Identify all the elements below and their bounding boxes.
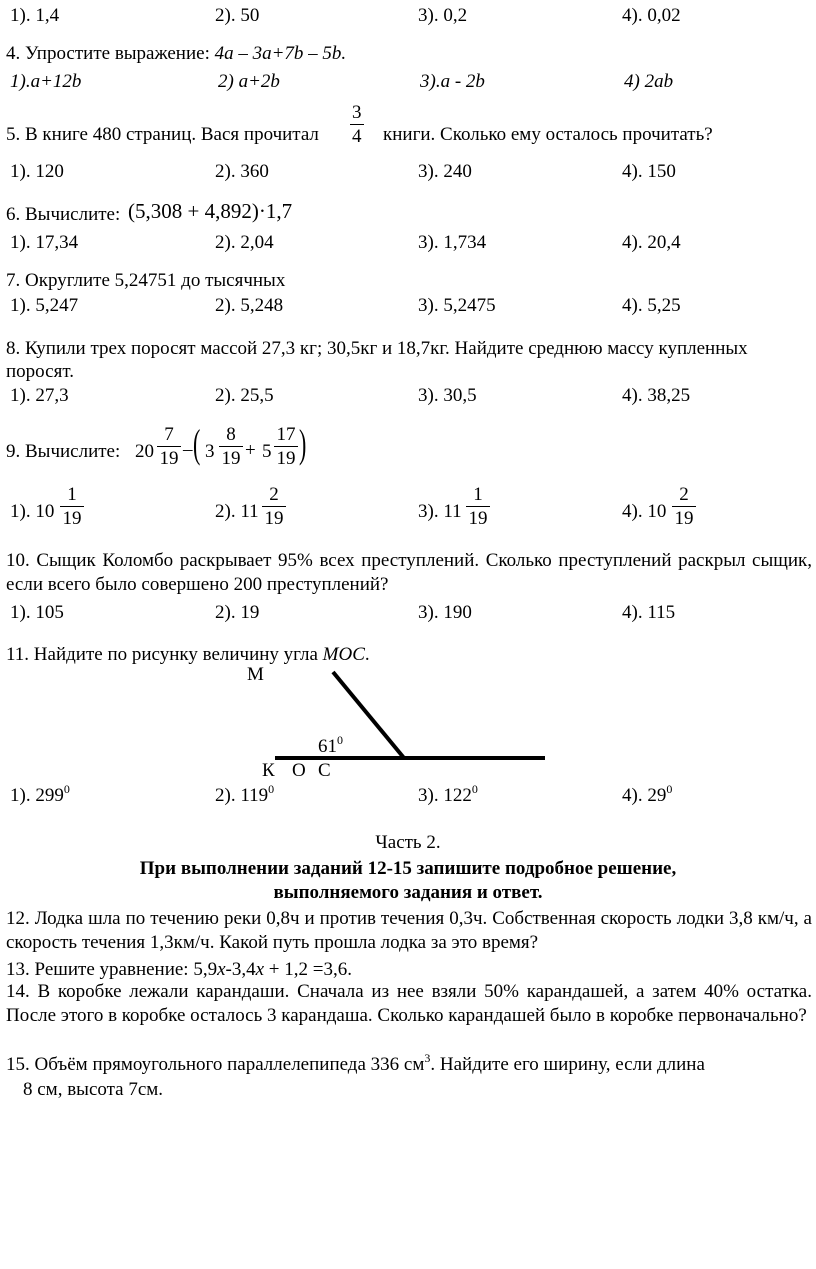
q5-option-3: 3). 240 [418, 161, 472, 182]
q9-minus: – [183, 439, 193, 460]
q11-option-4: 4). $29^0$ [622, 782, 673, 806]
angle-figure [0, 660, 816, 780]
q9-fraction-3: 17 19 [274, 425, 298, 468]
q9-left-paren: ( [192, 421, 201, 466]
q6-option-3: 3). 1,734 [418, 232, 487, 253]
q4-prompt: 4. Упростите выражение: 4a – 3a+7b – 5b. [6, 43, 347, 64]
q14-text: 14. В коробке лежали карандаши. Сначала из нее взяли 50% карандашей, а затем 40% остатка. После этого в коробке осталось 3 карандаша. Сколько карандашей было в коробке первоначально? [6, 981, 812, 1027]
q9-option-4: 4). 10 [622, 501, 667, 522]
q6-prompt: 6. Вычислите: [6, 204, 121, 225]
q11-option-2: 2). $119^0$ [215, 782, 275, 806]
q10-option-1: 1). 105 [10, 602, 64, 623]
q12-text: 12. Лодка шла по течению реки 0,8ч и против течения 0,3ч. Собственная скорость лодки 3,8 км/ч, а скорость течения 1,3км/ч. Какой путь прошла лодка за это время? [6, 908, 812, 954]
q6-expression: (5,308 + 4,892)·1,7 [128, 199, 293, 223]
part2-title: Часть 2. [375, 832, 441, 853]
q5-prompt-end: книги. Сколько ему осталось прочитать? [383, 124, 713, 145]
q5-prompt-start: 5. В книге 480 страниц. Вася прочитал [6, 124, 319, 145]
q11-option-1: 1). $299^0$ [10, 782, 70, 806]
q3-option-2: 2). 50 [215, 5, 260, 26]
figure-label-o: О [292, 760, 306, 781]
q9-whole-1: 20 [135, 441, 154, 462]
q8-prompt-line1: 8. Купили трех поросят массой 27,3 кг; 30,5кг и 18,7кг. Найдите среднюю массу купленных [6, 338, 748, 359]
q6-option-2: 2). 2,04 [215, 232, 274, 253]
q9-whole-3: 5 [262, 441, 272, 462]
q8-option-1: 1). 27,3 [10, 385, 69, 406]
q10-option-2: 2). 19 [215, 602, 260, 623]
q9-option-2: 2). 11 [215, 501, 259, 522]
q7-option-1: 1). 5,247 [10, 295, 79, 316]
figure-label-k: К [262, 760, 275, 781]
angle-ray-om [333, 672, 404, 758]
q10-option-4: 4). 115 [622, 602, 676, 623]
q8-prompt-line2: поросят. [6, 361, 74, 382]
q9-plus: + [245, 440, 256, 461]
q3-option-4: 4). 0,02 [622, 5, 681, 26]
q4-expression: 4a – 3a+7b – 5b. [214, 43, 347, 64]
q9-option-4-fraction: 2 19 [672, 485, 696, 528]
q15-line2: 8 см, высота 7см. [23, 1079, 164, 1100]
q3-option-3: 3). 0,2 [418, 5, 468, 26]
q9-prompt: 9. Вычислите: [6, 441, 121, 462]
q9-option-3: 3). 11 [418, 501, 462, 522]
q6-option-1: 1). 17,34 [10, 232, 79, 253]
q11-option-3: 3). $122^0$ [418, 782, 478, 806]
figure-label-m: М [247, 664, 264, 685]
q13-text: 13. Решите уравнение: 5,9x-3,4x + 1,2 =3,6. [6, 959, 352, 980]
q7-prompt: 7. Округлите 5,24751 до тысячных [6, 270, 286, 291]
q7-option-3: 3). 5,2475 [418, 295, 496, 316]
q8-option-4: 4). 38,25 [622, 385, 691, 406]
q4-option-4: 4) 2ab [624, 71, 674, 92]
q9-option-2-fraction: 2 19 [262, 485, 286, 528]
q5-option-4: 4). 150 [622, 161, 676, 182]
q3-option-1: 1). 1,4 [10, 5, 60, 26]
q9-fraction-2: 8 19 [219, 425, 243, 468]
q9-fraction-1: 7 19 [157, 425, 181, 468]
q4-option-3: 3).a - 2b [420, 71, 485, 92]
q11-angle-name: МОС [322, 644, 365, 665]
q6-option-4: 4). 20,4 [622, 232, 681, 253]
q8-option-3: 3). 30,5 [418, 385, 477, 406]
q5-option-1: 1). 120 [10, 161, 64, 182]
q9-option-1: 1). 10 [10, 501, 55, 522]
q5-option-2: 2). 360 [215, 161, 269, 182]
q9-option-3-fraction: 1 19 [466, 485, 490, 528]
q15-line1: 15. Объём прямоугольного параллелепипеда 336 $см^3$. Найдите его ширину, если длина [6, 1051, 705, 1075]
q10-option-3: 3). 190 [418, 602, 472, 623]
q7-option-4: 4). 5,25 [622, 295, 681, 316]
q9-whole-2: 3 [205, 441, 215, 462]
q5-fraction: 3 4 [352, 102, 362, 147]
q9-right-paren: ) [298, 421, 307, 466]
q7-option-2: 2). 5,248 [215, 295, 284, 316]
q9-option-1-fraction: 1 19 [60, 485, 84, 528]
part2-instructions: При выполнении заданий 12-15 запишите подробное решение, выполняемого задания и ответ. [139, 858, 677, 903]
q10-prompt: 10. Сыщик Коломбо раскрывает 95% всех преступлений. Сколько преступлений раскрыл сыщик, если всего было совершено 200 преступлений? [6, 550, 812, 596]
q4-option-2: 2) a+2b [218, 71, 280, 92]
figure-label-c: С [318, 760, 331, 781]
q4-option-1: 1).a+12b [10, 71, 82, 92]
q8-option-2: 2). 25,5 [215, 385, 274, 406]
q11-prompt: 11. Найдите по рисунку величину угла МОС. [6, 644, 370, 665]
figure-angle-value: $61^0$ [318, 733, 343, 757]
